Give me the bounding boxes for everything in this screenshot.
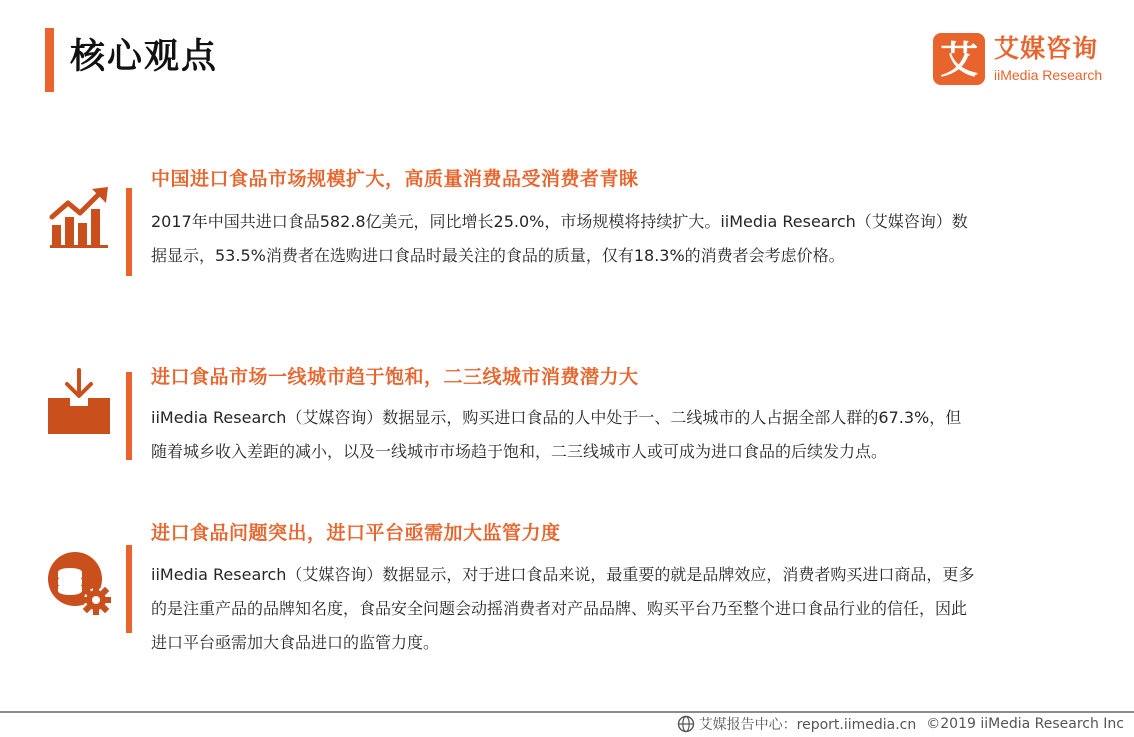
section-body-line: 进口平台亟需加大食品进口的监管力度。 (151, 633, 440, 652)
section-body-line: 的是注重产品的品牌知名度，食品安全问题会动摇消费者对产品品牌、购买平台乃至整个进口食品行业的信任，因此 (151, 599, 968, 618)
section-heading: 进口食品问题突出，进口平台亟需加大监管力度 (151, 522, 561, 544)
section-body-line: 随着城乡收入差距的减小，以及一线城市市场趋于饱和，二三线城市人或可成为进口食品的后续发力点。 (151, 442, 888, 461)
section-body-line: 2017年中国共进口食品582.8亿美元，同比增长25.0%，市场规模将持续扩大。iiMedia Research（艾媒咨询）数 (151, 212, 968, 231)
logo-mark-icon (933, 33, 985, 85)
section-accent-bar (126, 188, 132, 276)
title-accent-bar (45, 28, 54, 92)
section-accent-bar (126, 372, 132, 460)
logo-english-name: iiMedia Research (994, 67, 1103, 83)
bar-chart-growth-icon (46, 185, 112, 251)
section-body-line: 据显示，53.5%消费者在选购进口食品时最关注的食品的质量，仅有18.3%的消费者会考虑价格。 (151, 246, 845, 265)
section-heading: 进口食品市场一线城市趋于饱和，二三线城市消费潜力大 (151, 366, 639, 388)
section-body-line: iiMedia Research（艾媒咨询）数据显示，购买进口食品的人中处于一、二线城市的人占据全部人群的67.3%，但 (151, 408, 962, 427)
download-inbox-icon (46, 368, 112, 434)
footer (677, 713, 1124, 735)
coins-gear-icon (46, 550, 112, 616)
footer-copyright: ©2019 iiMedia Research Inc (926, 716, 1124, 732)
globe-icon (677, 715, 695, 733)
section-body-line: iiMedia Research（艾媒咨询）数据显示，对于进口食品来说，最重要的就是品牌效应，消费者购买进口商品，更多 (151, 565, 975, 584)
section-body (151, 401, 1111, 469)
logo-chinese-name: 艾媒咨询 (994, 34, 1099, 63)
logo-glyph: 艾 (939, 38, 979, 82)
section-body (151, 205, 1111, 273)
brand-logo (933, 33, 1113, 85)
section-accent-bar (126, 545, 132, 633)
section-body (151, 558, 1111, 660)
page-title: 核心观点 (70, 37, 219, 77)
section-heading: 中国进口食品市场规模扩大，高质量消费品受消费者青睐 (151, 168, 639, 190)
footer-source[interactable]: 艾媒报告中心：report.iimedia.cn (698, 717, 917, 733)
